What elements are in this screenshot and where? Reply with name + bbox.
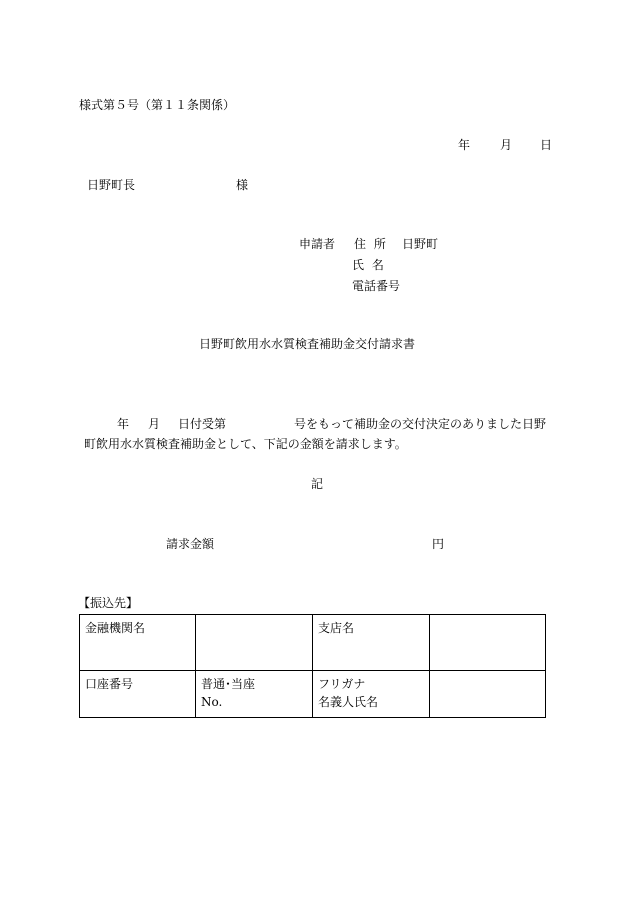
applicant-label: 申請者 (299, 237, 336, 251)
addressee-honorific: 様 (236, 178, 249, 192)
address-value: 日野町 (402, 237, 439, 251)
holder-label: 名義人氏名 (318, 695, 379, 709)
furigana-label: フリガナ (318, 677, 366, 691)
account-type: 普通･当座 (201, 677, 256, 691)
amount-label: 請求金額 (166, 537, 215, 551)
branch-label: 支店名 (318, 621, 355, 635)
date-year-label: 年 (458, 138, 471, 152)
addressee-name: 日野町長 (87, 178, 136, 192)
body-year-label: 年 (117, 417, 130, 431)
institution-label: 金融機関名 (85, 621, 146, 635)
date-month-label: 月 (500, 138, 513, 152)
institution-value-cell (196, 615, 313, 671)
bank-row-account (80, 671, 546, 718)
account-label: 口座番号 (85, 677, 134, 691)
address-label: 住 所 (354, 237, 388, 251)
bank-heading: 【振込先】 (78, 596, 139, 610)
account-no: No. (201, 695, 223, 709)
amount-unit: 円 (432, 537, 445, 551)
ki-label: 記 (311, 477, 324, 491)
document-title: 日野町飲用水水質検査補助金交付請求書 (199, 337, 416, 351)
bank-row-institution (80, 615, 546, 671)
institution-label-cell (80, 615, 196, 671)
name-label: 氏 名 (352, 258, 386, 272)
account-type-cell (196, 671, 313, 718)
body-month-label: 月 (148, 417, 161, 431)
holder-label-cell (313, 671, 430, 718)
date-day-label: 日 (540, 138, 553, 152)
body-line2: 町飲用水水質検査補助金として、下記の金額を請求します。 (84, 437, 407, 451)
branch-value-cell (430, 615, 546, 671)
holder-value-cell (430, 671, 546, 718)
phone-label: 電話番号 (352, 279, 401, 293)
branch-label-cell (313, 615, 430, 671)
body-date-received: 日付受第 (178, 417, 227, 431)
bank-transfer-table (79, 614, 546, 718)
body-line1-rest: 号をもって補助金の交付決定のありました日野 (294, 417, 547, 431)
form-number: 様式第５号（第１１条関係） (79, 98, 236, 112)
account-label-cell (80, 671, 196, 718)
